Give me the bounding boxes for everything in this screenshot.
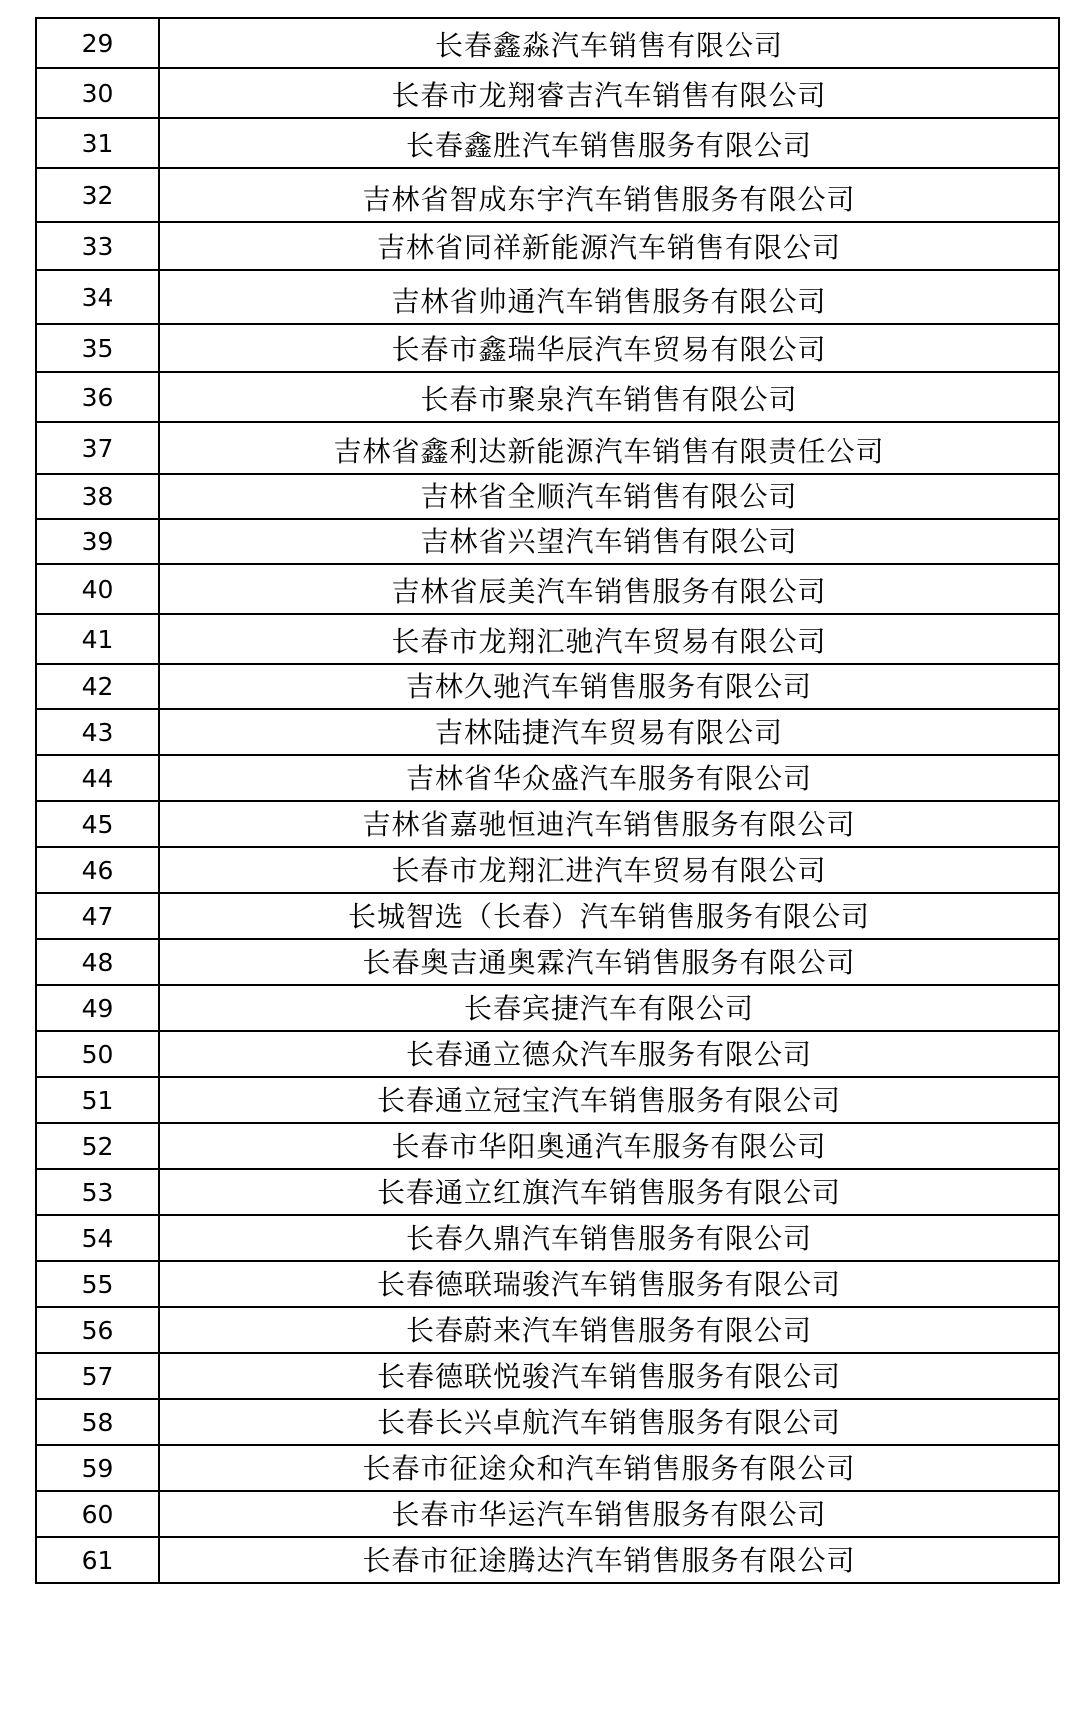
company-name: 吉林久驰汽车销售服务有限公司 [159,664,1059,709]
company-name: 吉林省华众盛汽车服务有限公司 [159,755,1059,801]
row-number: 50 [36,1031,159,1077]
row-number: 53 [36,1169,159,1215]
table-row [36,755,1059,801]
company-name: 长春市华运汽车销售服务有限公司 [159,1491,1059,1537]
row-number: 40 [36,564,159,614]
company-name: 吉林省智成东宇汽车销售服务有限公司 [159,168,1059,222]
row-number: 56 [36,1307,159,1353]
table-row [36,801,1059,847]
company-name: 长城智选（长春）汽车销售服务有限公司 [159,893,1059,939]
company-name: 吉林省兴望汽车销售有限公司 [159,519,1059,564]
table-body [36,18,1059,1583]
table-row [36,1261,1059,1307]
company-name: 长春鑫胜汽车销售服务有限公司 [159,118,1059,168]
table-row [36,422,1059,474]
row-number: 59 [36,1445,159,1491]
table-row [36,1445,1059,1491]
table-row [36,1077,1059,1123]
table-row [36,68,1059,118]
table-row [36,1537,1059,1583]
row-number: 49 [36,985,159,1031]
row-number: 52 [36,1123,159,1169]
company-name: 长春鑫淼汽车销售有限公司 [159,18,1059,68]
company-name: 吉林省鑫利达新能源汽车销售有限责任公司 [159,422,1059,474]
row-number: 35 [36,324,159,372]
row-number: 51 [36,1077,159,1123]
company-name: 长春通立红旗汽车销售服务有限公司 [159,1169,1059,1215]
table-row [36,1215,1059,1261]
table-row [36,18,1059,68]
table-row [36,985,1059,1031]
row-number: 44 [36,755,159,801]
row-number: 36 [36,372,159,422]
row-number: 38 [36,474,159,519]
row-number: 41 [36,614,159,664]
company-name: 吉林省全顺汽车销售有限公司 [159,474,1059,519]
company-name: 长春德联悦骏汽车销售服务有限公司 [159,1353,1059,1399]
row-number: 55 [36,1261,159,1307]
row-number: 48 [36,939,159,985]
row-number: 33 [36,222,159,270]
company-name: 吉林省帅通汽车销售服务有限公司 [159,270,1059,324]
company-name: 长春久鼎汽车销售服务有限公司 [159,1215,1059,1261]
company-name: 长春市聚泉汽车销售有限公司 [159,372,1059,422]
company-name: 长春市龙翔汇驰汽车贸易有限公司 [159,614,1059,664]
row-number: 37 [36,422,159,474]
row-number: 42 [36,664,159,709]
table-row [36,939,1059,985]
row-number: 57 [36,1353,159,1399]
table-row [36,1399,1059,1445]
row-number: 29 [36,18,159,68]
company-name: 吉林省嘉驰恒迪汽车销售服务有限公司 [159,801,1059,847]
row-number: 32 [36,168,159,222]
table-row [36,564,1059,614]
company-name: 长春市龙翔睿吉汽车销售有限公司 [159,68,1059,118]
row-number: 47 [36,893,159,939]
row-number: 61 [36,1537,159,1583]
table-row [36,709,1059,755]
table-row [36,168,1059,222]
row-number: 58 [36,1399,159,1445]
company-name: 吉林省辰美汽车销售服务有限公司 [159,564,1059,614]
company-name: 长春市征途众和汽车销售服务有限公司 [159,1445,1059,1491]
table-row [36,1353,1059,1399]
table-row [36,270,1059,324]
row-number: 54 [36,1215,159,1261]
table-row [36,1491,1059,1537]
company-name: 长春奥吉通奥霖汽车销售服务有限公司 [159,939,1059,985]
company-name: 长春宾捷汽车有限公司 [159,985,1059,1031]
row-number: 34 [36,270,159,324]
company-name: 长春市华阳奥通汽车服务有限公司 [159,1123,1059,1169]
table-row [36,474,1059,519]
company-name: 长春通立德众汽车服务有限公司 [159,1031,1059,1077]
company-name: 长春德联瑞骏汽车销售服务有限公司 [159,1261,1059,1307]
company-name: 长春市龙翔汇进汽车贸易有限公司 [159,847,1059,893]
table-row [36,1307,1059,1353]
row-number: 43 [36,709,159,755]
table-row [36,519,1059,564]
company-name: 长春市征途腾达汽车销售服务有限公司 [159,1537,1059,1583]
table-row [36,893,1059,939]
table-row [36,118,1059,168]
table-row [36,372,1059,422]
company-name: 长春通立冠宝汽车销售服务有限公司 [159,1077,1059,1123]
table-row [36,324,1059,372]
company-table [35,17,1060,1584]
company-name: 吉林省同祥新能源汽车销售有限公司 [159,222,1059,270]
table-row [36,1123,1059,1169]
table-row [36,847,1059,893]
row-number: 39 [36,519,159,564]
table-row [36,1031,1059,1077]
row-number: 30 [36,68,159,118]
table-row [36,664,1059,709]
row-number: 31 [36,118,159,168]
table-row [36,1169,1059,1215]
company-name: 吉林陆捷汽车贸易有限公司 [159,709,1059,755]
company-name: 长春蔚来汽车销售服务有限公司 [159,1307,1059,1353]
company-name: 长春市鑫瑞华辰汽车贸易有限公司 [159,324,1059,372]
table-row [36,222,1059,270]
company-list-table [35,17,1058,1584]
row-number: 46 [36,847,159,893]
row-number: 45 [36,801,159,847]
company-name: 长春长兴卓航汽车销售服务有限公司 [159,1399,1059,1445]
row-number: 60 [36,1491,159,1537]
table-row [36,614,1059,664]
